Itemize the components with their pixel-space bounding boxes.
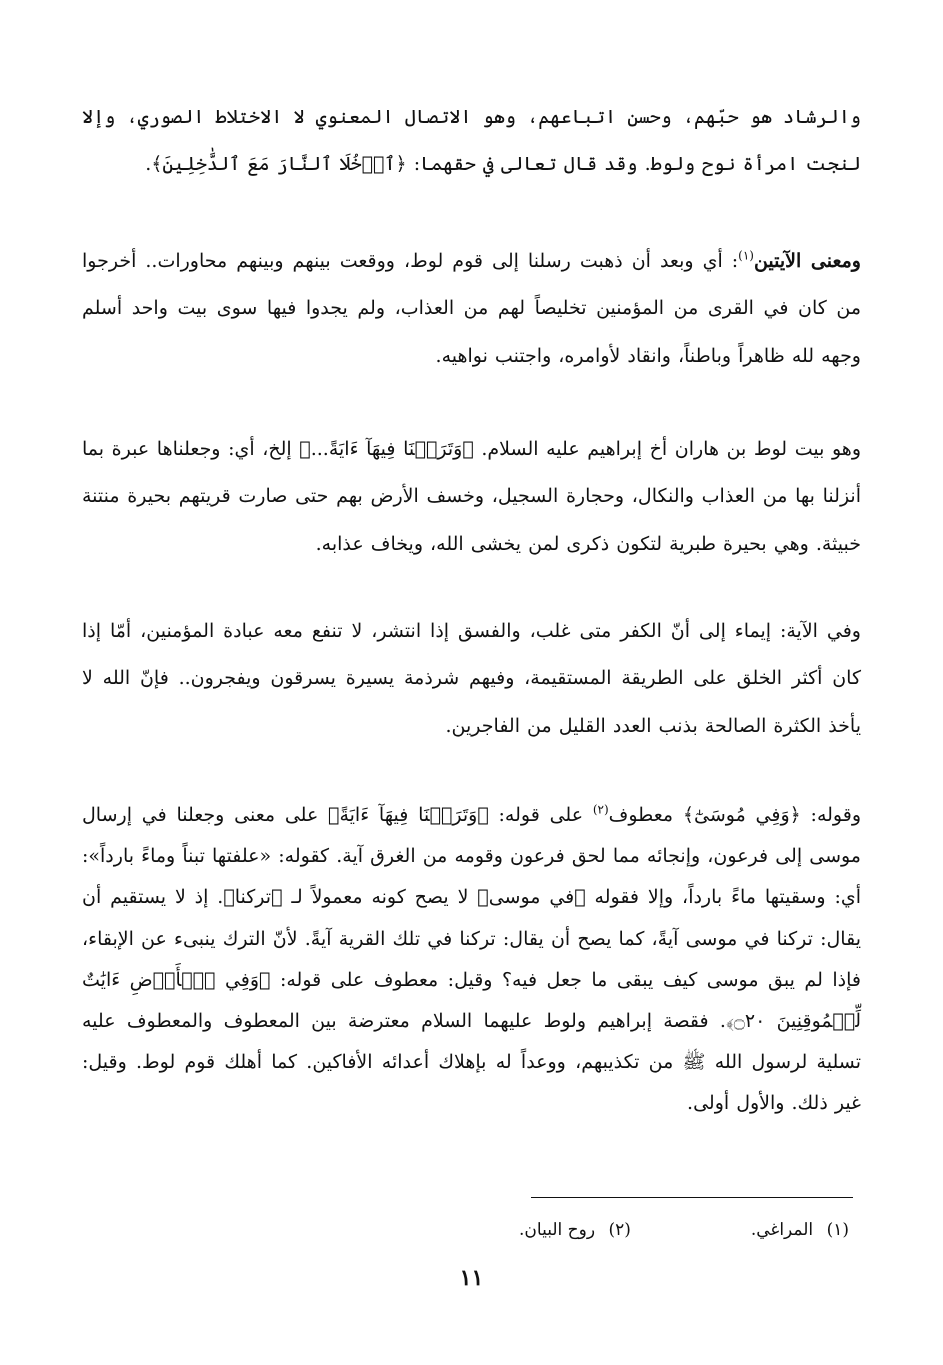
footnote-1-text: المراغي. (750, 1220, 814, 1240)
paragraph-3-text: وهو بيت لوط بن هاران أخ إبراهيم عليه السلام. ﴿وَتَرَكۡنَا فِيهَآ ءَايَةً...﴾ إلخ، أي: وجعلناها عبرة بما أنزلنا بها من العذاب والنكال، وحجارة السجيل، وخسف الأرض بهم حتى صارت قريتهم بحيرة منتنة خبيثة. وهي بحيرة طبرية لتكون ذكرى لمن يخشى الله، ويخاف عذابه. (82, 438, 861, 555)
paragraph-2-heading: ومعنى الآيتين (753, 250, 861, 272)
paragraph-4 (82, 608, 861, 750)
page-number: ١١ (459, 1265, 484, 1291)
paragraph-1 (82, 94, 861, 189)
footnote-1 (751, 1215, 849, 1245)
paragraph-2 (82, 238, 861, 380)
paragraph-1-text: والرشاد هو حبّهم، وحسن اتباعهم، وهو الاتصال المعنوي لا الاختلاط الصوري، وإلا لنجت امرأة نوح ولوط. وقد قال تعالى في حقهما: ﴿ٱدۡخُلَا ٱلنَّارَ مَعَ ٱلدَّٰخِلِينَ﴾. (82, 106, 861, 176)
footnote-ref-1: (١) (738, 248, 754, 263)
footnote-2-number: (٢) (608, 1220, 631, 1240)
paragraph-4-text: وفي الآية: إيماء إلى أنّ الكفر متى غلب، والفسق إذا انتشر، لا تنفع معه عبادة المؤمنين، أمّا إذا كان أكثر الخلق على الطريقة المستقيمة، وفيهم شرذمة يسيرة يسرقون ويفجرون.. فإنّ الله لا يأخذ الكثرة الصالحة بذنب العدد القليل من الفاجرين. (82, 620, 861, 737)
footnotes (94, 1215, 849, 1245)
paragraph-5 (82, 795, 861, 1125)
footnote-2-text: روح البيان. (519, 1220, 596, 1240)
footnote-ref-2: (٢) (592, 802, 609, 817)
paragraph-5-text-b: على قوله: ﴿وَتَرَكۡنَا فِيهَآ ءَايَةً﴾ على معنى وجعلنا في إرسال موسى إلى فرعون، وإنجائه مما لحق فرعون وقومه من الغرق آية. كقوله: «علفتها تبناً وماءً بارداً»: أي: وسقيتها ماءً بارداً، وإلا فقوله ﴿في موسى﴾ لا يصح كونه معمولاً لـ ﴿تركنا﴾. إذ لا يستقيم أن يقال: تركنا في موسى آيةً، كما يصح أن يقال: تركنا في تلك القرية آيةً. لأنّ الترك ينبىء عن الإبقاء، فإذا لم يبق موسى كيف يبقى ما جعل فيه؟ وقيل: معطوف على قوله: ﴿وَفِي ٱلۡأَرۡضِ ءَايَٰتٌ لِّلۡمُوقِنِينَ ۝٢٠﴾. فقصة إبراهيم ولوط عليهما السلام معترضة بين المعطوف والمعطوف عليه تسلية لرسول الله ﷺ من تكذيبهم، ووعداً له بإهلاك أعدائه الأفاكين. كما أهلك قوم لوط. وقيل: غير ذلك. والأول أولى. (82, 804, 861, 1115)
paragraph-3 (82, 426, 861, 568)
paragraph-2-text: : أي وبعد أن ذهبت رسلنا إلى قوم لوط، ووقعت بينهم وبينهم محاورات.. أخرجوا من كان في القرى من المؤمنين تخليصاً لهم من العذاب، ولم يجدوا فيها سوى بيت واحد أسلم وجهه لله ظاهراً وباطناً، وانقاد لأوامره، واجتنب نواهيه. (82, 250, 861, 367)
footnote-1-number: (١) (826, 1220, 849, 1240)
footnote-divider (531, 1197, 853, 1198)
footnote-2 (519, 1215, 631, 1245)
paragraph-5-text-a: وقوله: ﴿وَفِي مُوسَىٰٓ﴾ معطوف (608, 804, 861, 826)
